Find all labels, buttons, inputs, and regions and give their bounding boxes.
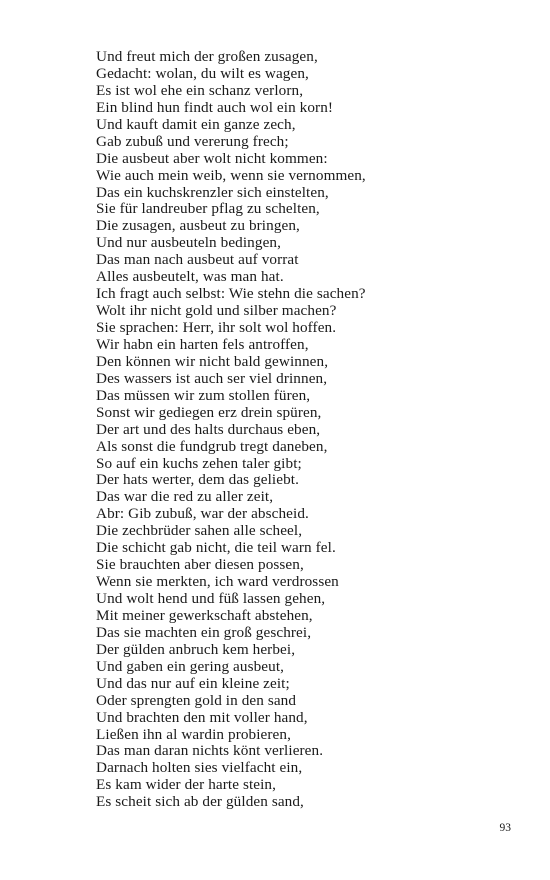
poem-line: Und gaben ein gering ausbeut, xyxy=(96,657,285,675)
poem-line: Ließen ihn al wardin probieren, xyxy=(96,725,291,743)
poem-line: Wolt ihr nicht gold und silber machen? xyxy=(96,302,337,320)
poem-line: Abr: Gib zubuß, war der abscheid. xyxy=(96,505,309,523)
poem-line: Das war die red zu aller zeit, xyxy=(96,488,274,506)
poem-line: Gedacht: wolan, du wilt es wagen, xyxy=(96,64,309,82)
poem-line: Es kam wider der harte stein, xyxy=(96,776,277,794)
poem-line: Und nur ausbeuteln bedingen, xyxy=(96,234,282,252)
poem-line: Wie auch mein weib, wenn sie vernommen, xyxy=(96,166,366,184)
poem-line: Das man nach ausbeut auf vorrat xyxy=(96,251,299,269)
poem-line: Die ausbeut aber wolt nicht kommen: xyxy=(96,149,328,167)
poem-line: Gab zubuß und vererung frech; xyxy=(96,132,289,150)
poem-line: Und kauft damit ein ganze zech, xyxy=(96,115,296,133)
poem-line: Sie sprachen: Herr, ihr solt wol hoffen. xyxy=(96,319,337,336)
poem-line: Mit meiner gewerkschaft abstehen, xyxy=(96,606,313,624)
poem-line: Sonst wir gediegen erz drein spüren, xyxy=(96,403,322,421)
poem-line: Sie brauchten aber diesen possen, xyxy=(96,556,304,574)
poem-line: Die schicht gab nicht, die teil warn fel. xyxy=(96,539,336,557)
poem-line: Das müssen wir zum stollen füren, xyxy=(96,386,311,404)
poem-line: Und freut mich der großen zusagen, xyxy=(96,48,318,65)
poem-line: Ein blind hun findt auch wol ein korn! xyxy=(96,98,334,116)
poem-line: Und wolt hend und füß lassen gehen, xyxy=(96,590,326,607)
poem-line: Der gülden anbruch kem herbei, xyxy=(96,640,296,658)
poem-line: Des wassers ist auch ser viel drinnen, xyxy=(96,369,328,387)
poem-line: Wir habn ein harten fels antroffen, xyxy=(96,335,309,353)
poem-line: Der hats werter, dem das geliebt. xyxy=(96,471,300,489)
poem-line: Oder sprengten gold in den sand xyxy=(96,691,297,709)
poem-line: Den können wir nicht bald gewinnen, xyxy=(96,352,329,370)
poem-line: Die zechbrüder sahen alle scheel, xyxy=(96,522,303,540)
poem-line: Und brachten den mit voller hand, xyxy=(96,708,308,726)
poem-line: Die zusagen, ausbeut zu bringen, xyxy=(96,217,300,235)
poem-line: Ich fragt auch selbst: Wie stehn die sachen? xyxy=(96,285,366,303)
page-number: 93 xyxy=(499,822,511,834)
poem-line: Wenn sie merkten, ich ward verdrossen xyxy=(96,573,339,591)
poem-line: Das ein kuchskrenzler sich einstelten, xyxy=(96,183,329,201)
poem-text xyxy=(96,49,366,811)
poem-line: Und das nur auf ein kleine zeit; xyxy=(96,674,290,692)
poem-line: So auf ein kuchs zehen taler gibt; xyxy=(96,454,302,472)
poem-line: Es scheit sich ab der gülden sand, xyxy=(96,793,304,811)
poem-line: Das man daran nichts könt verlieren. xyxy=(96,742,324,760)
poem-line: Das sie machten ein groß geschrei, xyxy=(96,623,312,641)
poem-line: Es ist wol ehe ein schanz verlorn, xyxy=(96,81,304,99)
poem-line: Als sonst die fundgrub tregt daneben, xyxy=(96,437,328,455)
poem-line: Der art und des halts durchaus eben, xyxy=(96,420,321,438)
poem-line: Sie für landreuber pflag zu schelten, xyxy=(96,200,320,218)
poem-line: Alles ausbeutelt, was man hat. xyxy=(96,268,284,286)
poem-line: Darnach holten sies vielfacht ein, xyxy=(96,759,303,777)
